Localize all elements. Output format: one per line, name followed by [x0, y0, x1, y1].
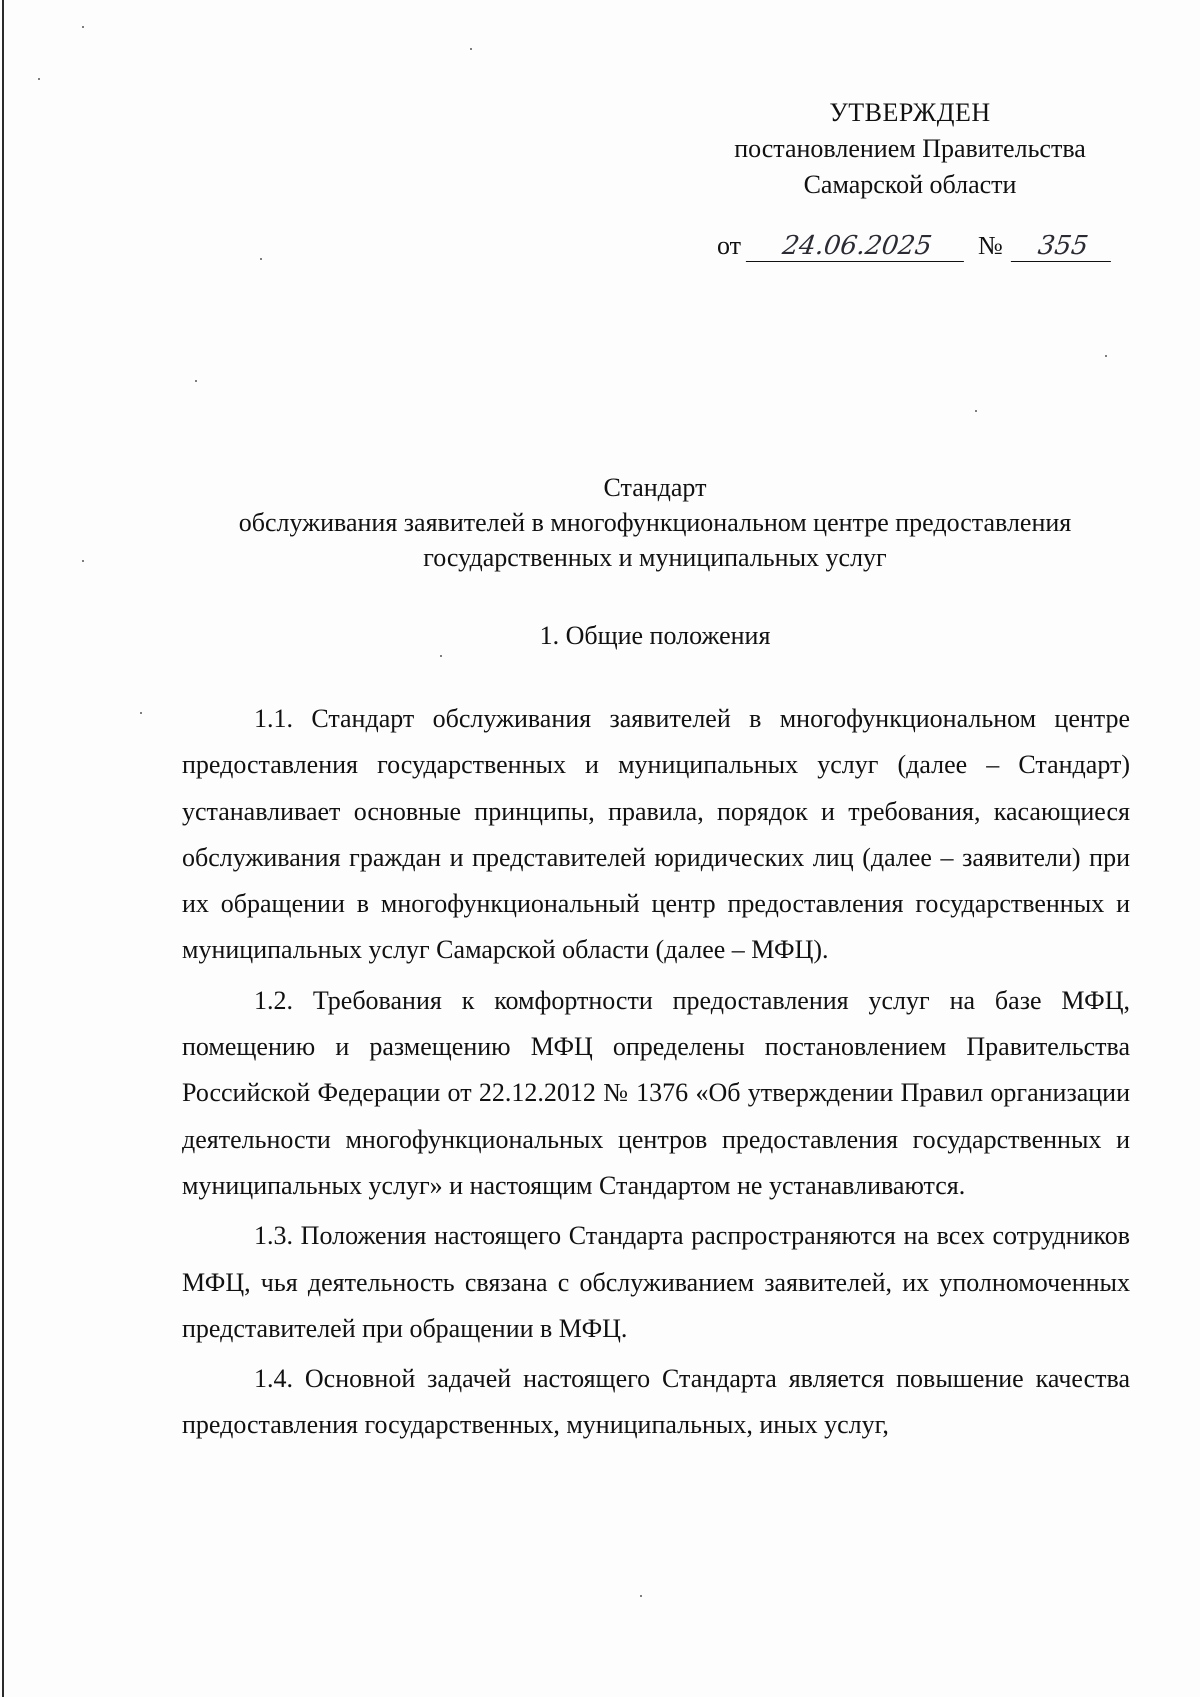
scan-speck [140, 712, 142, 714]
handwritten-date: 24.06.2025 [745, 231, 967, 262]
paragraph-1-1: 1.1. Стандарт обслуживания заявителей в многофункциональном центре предоставления государственных и муниципальных услуг (далее – Стандарт) устанавливает основные принципы, правила, порядок и требования, касающиеся обслуживания граждан и представителей юридических лиц (далее – заявители) при их обращении в многофункциональный центр предоставления государственных и муниципальных услуг Самарской области (далее – МФЦ). [182, 704, 1130, 965]
scan-speck [195, 380, 197, 382]
section-heading: 1. Общие положения [539, 621, 771, 650]
scan-speck [38, 78, 40, 80]
approved-heading: УТВЕРЖДЕН [829, 98, 991, 127]
title-line-3: государственных и муниципальных услуг [423, 543, 887, 572]
scan-speck [975, 410, 977, 412]
date-prefix: от [717, 231, 742, 260]
paragraph-1-4: 1.4. Основной задачей настоящего Стандарта является повышение качества предоставления государственных, муниципальных, иных услуг, [182, 1364, 1130, 1440]
handwritten-number: 355 [1011, 231, 1115, 262]
scan-speck [82, 26, 84, 28]
scan-edge-line [2, 0, 4, 1697]
scan-speck [260, 258, 262, 260]
document-title [130, 470, 1180, 575]
scan-speck [640, 1595, 642, 1597]
title-line-1: Стандарт [603, 473, 707, 502]
approval-block [690, 95, 1130, 203]
approval-line-1: постановлением Правительства [734, 134, 1086, 163]
scan-speck [440, 655, 442, 657]
scan-speck [470, 48, 472, 50]
approval-line-2: Самарской области [803, 170, 1017, 199]
body-text [182, 696, 1130, 1453]
title-line-2: обслуживания заявителей в многофункциональном центре предоставления [238, 508, 1072, 537]
scan-speck [1105, 355, 1107, 357]
number-sign: № [978, 231, 1003, 260]
paragraph-1-2: 1.2. Требования к комфортности предоставления услуг на базе МФЦ, помещению и размещению МФЦ определены постановлением Правительства Российской Федерации от 22.12.2012 № 1376 «Об утверждении Правил организации деятельности многофункциональных центров предоставления государственных и муниципальных услуг» и настоящим Стандартом не устанавливаются. [182, 985, 1130, 1200]
approval-date-line [717, 228, 1113, 264]
scan-speck [82, 560, 84, 562]
paragraph-1-3: 1.3. Положения настоящего Стандарта распространяются на всех сотрудников МФЦ, чья деятельность связана с обслуживанием заявителей, их уполномоченных представителей при обращении в МФЦ. [182, 1221, 1130, 1343]
